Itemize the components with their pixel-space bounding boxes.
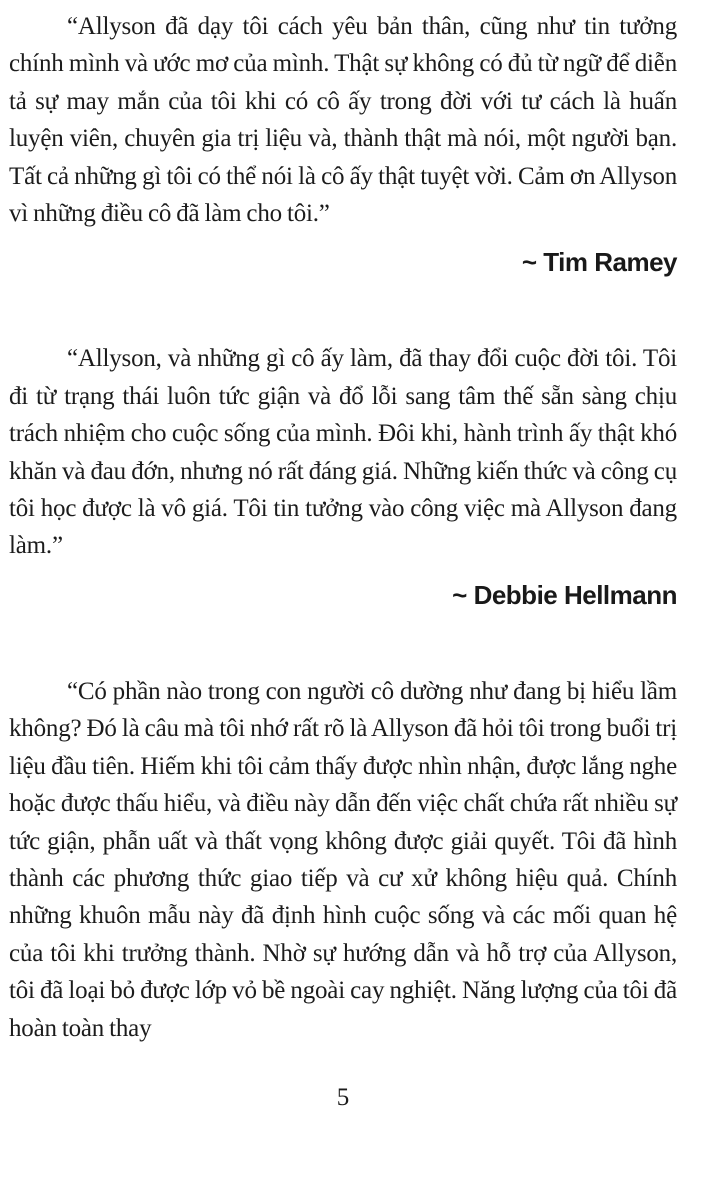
testimonial-block-2 [9,340,677,610]
testimonial-attribution-2: ~ Debbie Hellmann [452,579,677,610]
testimonial-block-1 [9,8,677,278]
testimonial-block-3 [9,673,677,1047]
testimonial-quote-2: “Allyson, và những gì cô ấy làm, đã thay đổi cuộc đời tôi. Tôi đi từ trạng thái luôn tức giận và đổ lỗi sang tâm thế sẵn sàng chịu trách nhiệm cho cuộc sống của mình. Đôi khi, hành trình ấy thật khó khăn và đau đớn, nhưng nó rất đáng giá. Những kiến thức và công cụ tôi học được là vô giá. Tôi tin tưởng vào công việc mà Allyson đang làm.” [9,345,677,560]
testimonial-quote-3: “Có phần nào trong con người cô dường như đang bị hiểu lầm không? Đó là câu mà tôi nhớ rất rõ là Allyson đã hỏi tôi trong buổi trị liệu đầu tiên. Hiếm khi tôi cảm thấy được nhìn nhận, được lắng nghe hoặc được thấu hiểu, và điều này dẫn đến việc chất chứa rất nhiều sự tức giận, phẫn uất và thất vọng không được giải quyết. Tôi đã hình thành các phương thức giao tiếp và cư xử không hiệu quả. Chính những khuôn mẫu này đã định hình cuộc sống và các mối quan hệ của tôi khi trưởng thành. Nhờ sự hướng dẫn và hỗ trợ của Allyson, tôi đã loại bỏ được lớp vỏ bề ngoài cay nghiệt. Năng lượng của tôi đã hoàn toàn thay [9,677,677,1042]
page-number: 5 [336,1083,350,1111]
testimonial-quote-1: “Allyson đã dạy tôi cách yêu bản thân, cũng như tin tưởng chính mình và ước mơ của mình. Thật sự không có đủ từ ngữ để diễn tả sự may mắn của tôi khi có cô ấy trong đời với tư cách là huấn luyện viên, chuyên gia trị liệu và, thành thật mà nói, một người bạn. Tất cả những gì tôi có thể nói là cô ấy thật tuyệt vời. Cảm ơn Allyson vì những điều cô đã làm cho tôi.” [9,13,677,228]
testimonial-attribution-1: ~ Tim Ramey [521,247,677,278]
